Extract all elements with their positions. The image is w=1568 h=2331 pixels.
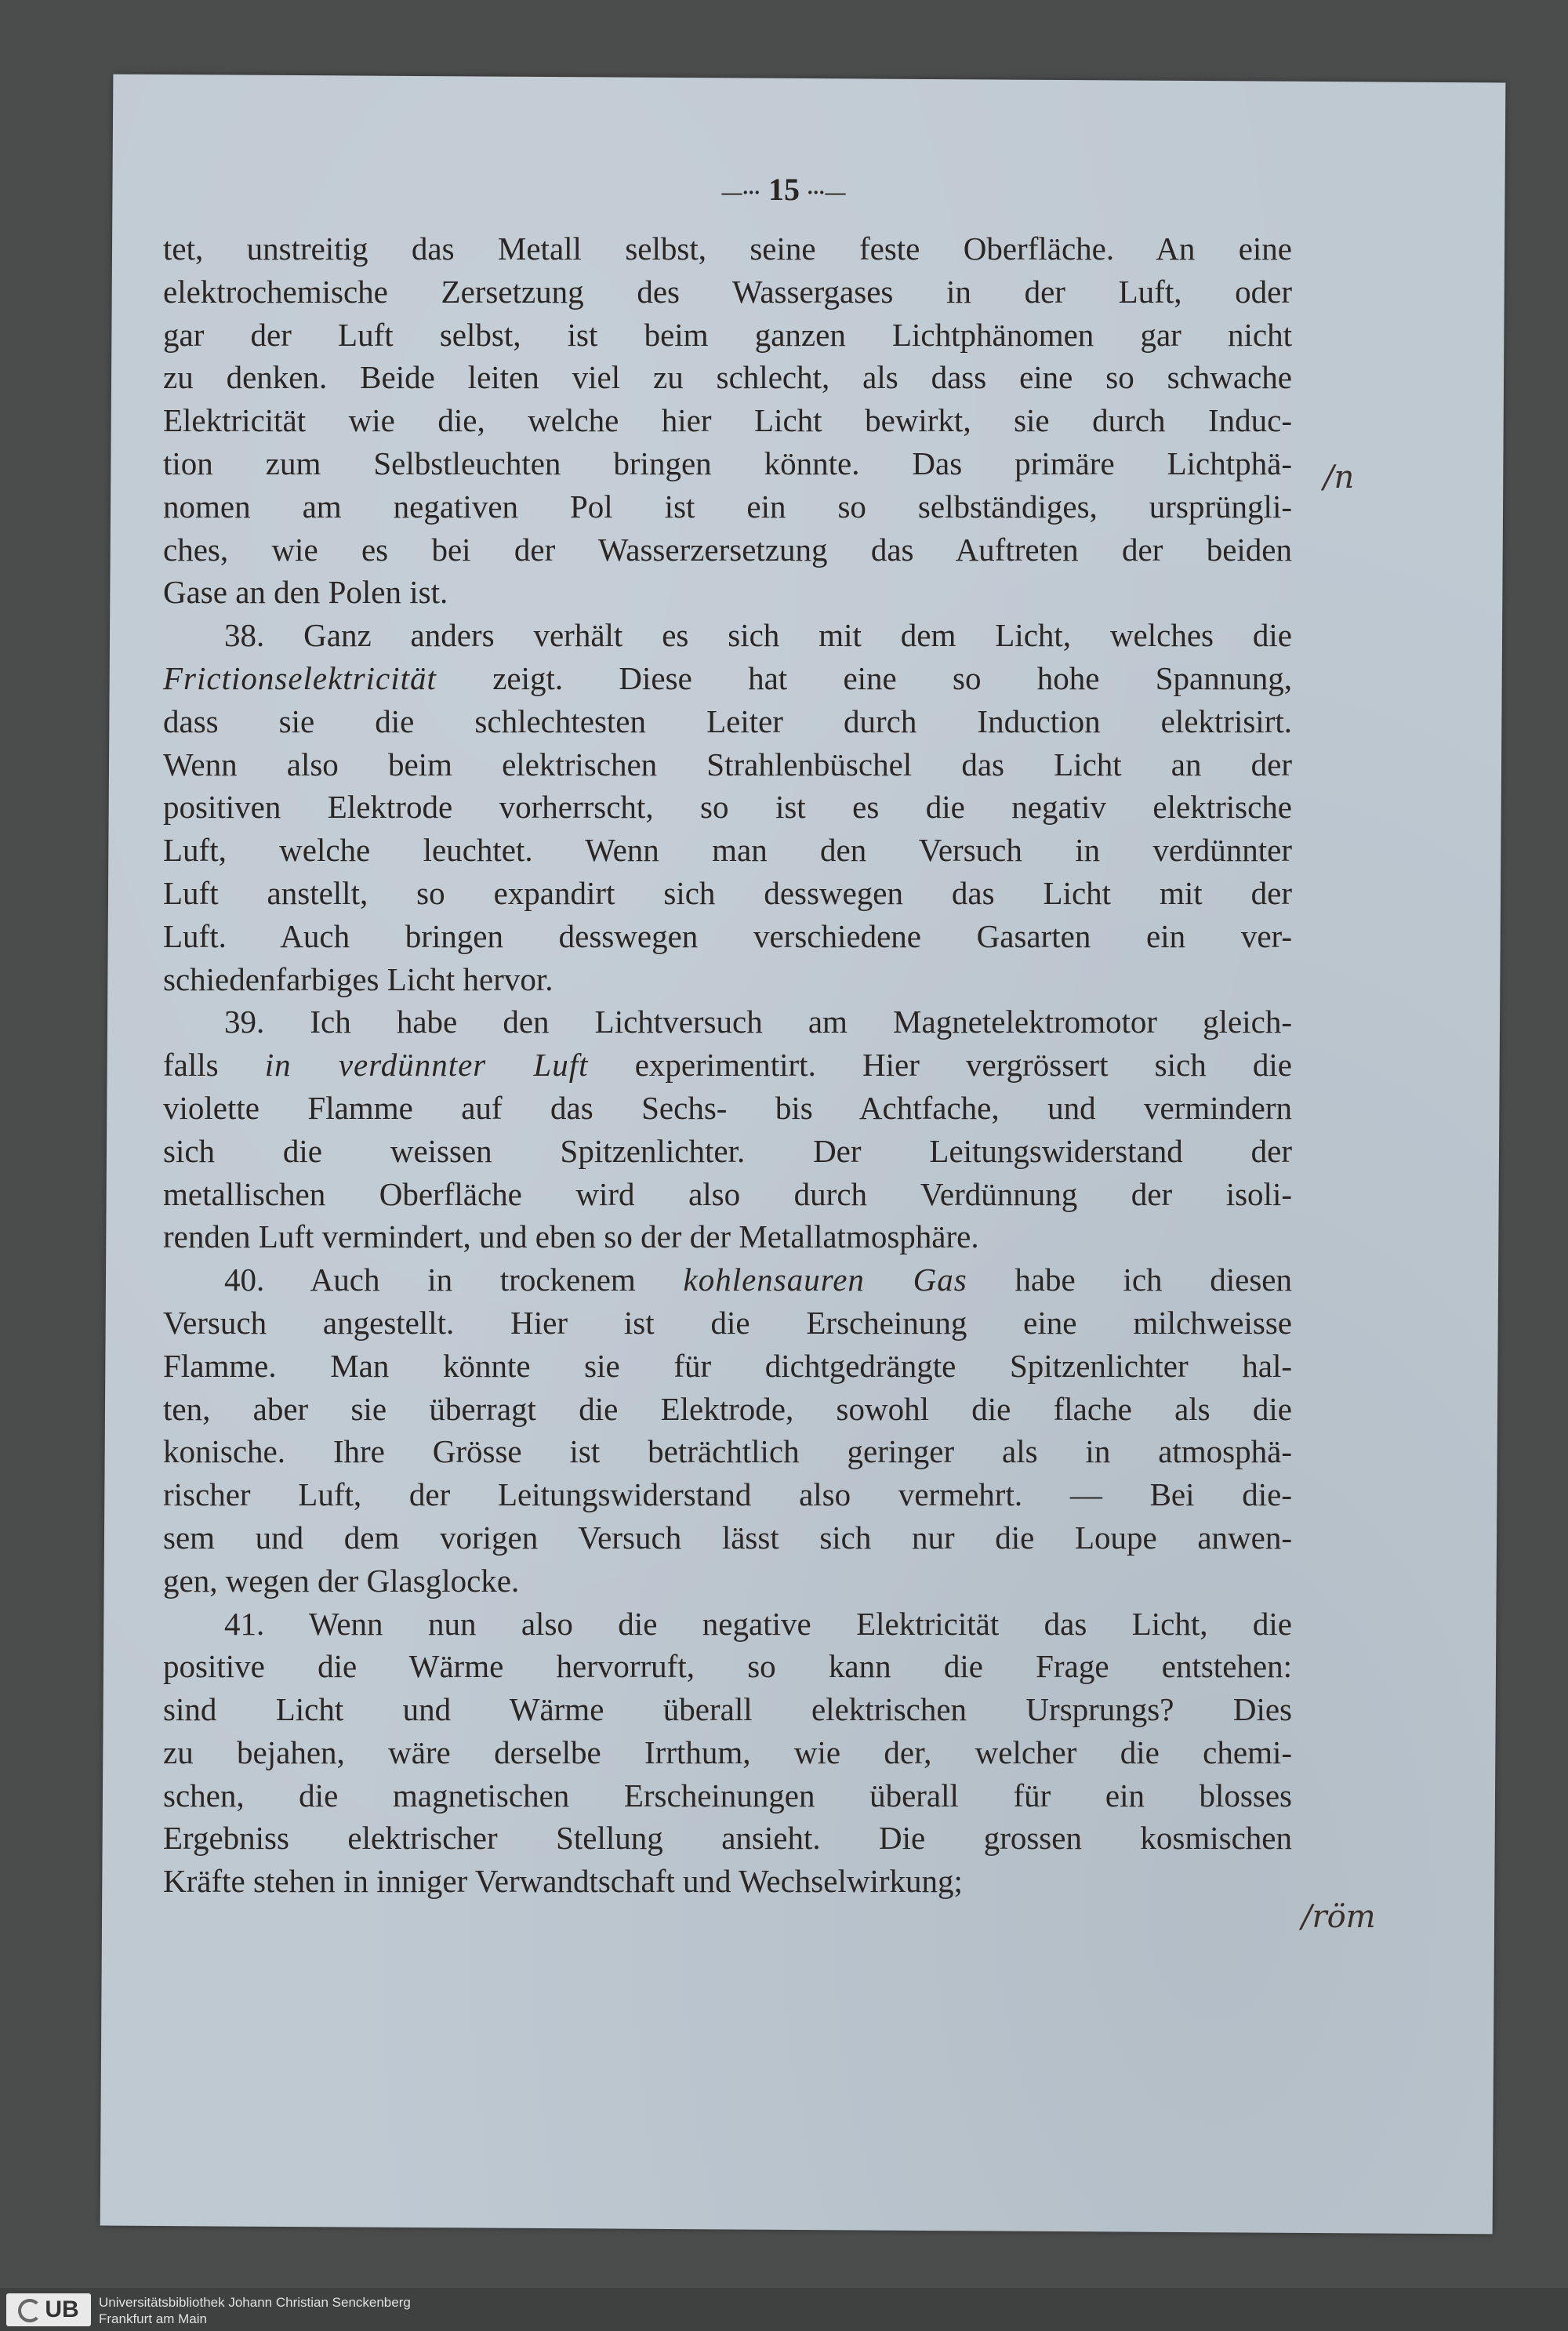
text-line: zu denken. Beide leiten viel zu schlecht, als dass eine so schwache — [163, 359, 1292, 396]
text-line: Kräfte stehen in inniger Verwandtschaft und Wechselwirkung; — [163, 1863, 963, 1900]
text-line: Gase an den Polen ist. — [163, 574, 448, 611]
text-line: violette Flamme auf das Sechs- bis Achtfache, und vermindern — [163, 1089, 1292, 1126]
section-38-first-line: 38. Ganz anders verhält es sich mit dem Licht, welches die — [224, 617, 1292, 654]
library-name: Universitätsbibliothek Johann Christian Senckenberg — [99, 2295, 411, 2310]
text-line: Luft, welche leuchtet. Wenn man den Versuch in verdünnter — [163, 832, 1292, 869]
margin-correction-note: /röm — [1301, 1899, 1376, 1935]
section-40-first-line — [163, 1258, 1292, 1302]
text-line: sem und dem vorigen Versuch lässt sich nur die Loupe anwen- — [163, 1519, 1292, 1556]
text-segment: habe ich diesen — [967, 1262, 1292, 1298]
library-logo-text: UB — [45, 2297, 79, 2322]
text-line: dass sie die schlechtesten Leiter durch Induction elektrisirt. — [163, 703, 1292, 739]
italic-term: Frictionselektricität — [163, 659, 437, 696]
text-line: Elektricität wie die, welche hier Licht bewirkt, sie durch Induc- — [163, 402, 1292, 439]
text-line: konische. Ihre Grösse ist beträchtlich geringer als in atmosphä- — [163, 1433, 1292, 1470]
library-logo — [6, 2293, 91, 2326]
text-line: tet, unstreitig das Metall selbst, seine feste Oberfläche. An eine — [163, 231, 1292, 267]
page-number-ornament-left: —∙∙∙ — [721, 180, 760, 204]
text-line: schen, die magnetischen Erscheinungen überall für ein blosses — [163, 1777, 1292, 1814]
page-number-value: 15 — [768, 172, 800, 207]
text-line: nomen am negativen Pol ist ein so selbständiges, ursprüngli- — [163, 488, 1292, 525]
text-line: renden Luft vermindert, und eben so der der Metallatmosphäre. — [163, 1218, 979, 1255]
text-line: zu bejahen, wäre derselbe Irrthum, wie der, welcher die chemi- — [163, 1734, 1292, 1770]
text-line — [163, 657, 1292, 700]
text-line: gar der Luft selbst, ist beim ganzen Lichtphänomen gar nicht — [163, 316, 1292, 353]
text-line: ten, aber sie überragt die Elektrode, sowohl die flache als die — [163, 1390, 1292, 1427]
page-number — [0, 171, 1568, 208]
text-line: Versuch angestellt. Hier ist die Erscheinung eine milchweisse — [163, 1304, 1292, 1341]
text-line: metallischen Oberfläche wird also durch Verdünnung der isoli- — [163, 1175, 1292, 1212]
section-41-first-line: 41. Wenn nun also die negative Elektricität das Licht, die — [224, 1605, 1292, 1642]
text-line: Luft anstellt, so expandirt sich desswegen das Licht mit der — [163, 874, 1292, 911]
text-line: Wenn also beim elektrischen Strahlenbüschel das Licht an der — [163, 746, 1292, 782]
margin-correction-note: /n — [1323, 459, 1355, 496]
text-line: positiven Elektrode vorherrscht, so ist es die negativ elektrische — [163, 789, 1292, 826]
text-segment: experimentirt. Hier vergrössert sich die — [588, 1047, 1292, 1084]
text-line: tion zum Selbstleuchten bringen könnte. Das primäre Lichtphä- — [163, 445, 1292, 481]
text-line: sind Licht und Wärme überall elektrischen Ursprungs? Dies — [163, 1691, 1292, 1728]
text-line: schiedenfarbiges Licht hervor. — [163, 960, 554, 997]
text-segment: zeigt. Diese hat eine so hohe Spannung, — [436, 659, 1292, 696]
text-line — [163, 1044, 1292, 1087]
section-39-first-line: 39. Ich habe den Lichtversuch am Magnetelektromotor gleich- — [224, 1004, 1292, 1040]
text-line: Luft. Auch bringen desswegen verschiedene Gasarten ein ver- — [163, 917, 1292, 954]
library-emblem-icon — [18, 2299, 42, 2322]
body-text — [163, 227, 1292, 1903]
text-line: rischer Luft, der Leitungswiderstand also vermehrt. — Bei die- — [163, 1476, 1292, 1513]
text-line: Ergebniss elektrischer Stellung ansieht. Die grossen kosmischen — [163, 1820, 1292, 1857]
text-line: ches, wie es bei der Wasserzersetzung das Auftreten der beiden — [163, 531, 1292, 568]
text-line: Flamme. Man könnte sie für dichtgedrängte Spitzenlichter hal- — [163, 1347, 1292, 1384]
library-city: Frankfurt am Main — [99, 2311, 207, 2326]
italic-term: kohlensauren Gas — [683, 1262, 967, 1298]
italic-term: in verdünnter Luft — [264, 1047, 589, 1084]
text-line: gen, wegen der Glasglocke. — [163, 1562, 520, 1599]
text-line: positive die Wärme hervorruft, so kann die Frage entstehen: — [163, 1648, 1292, 1685]
text-line: elektrochemische Zersetzung des Wassergases in der Luft, oder — [163, 273, 1292, 310]
text-line: sich die weissen Spitzenlichter. Der Leitungswiderstand der — [163, 1132, 1292, 1169]
text-segment: falls — [163, 1047, 265, 1084]
library-credit — [99, 2294, 411, 2327]
text-segment: 40. Auch in trockenem — [224, 1262, 684, 1298]
page-number-ornament-right: ∙∙∙— — [808, 180, 847, 204]
